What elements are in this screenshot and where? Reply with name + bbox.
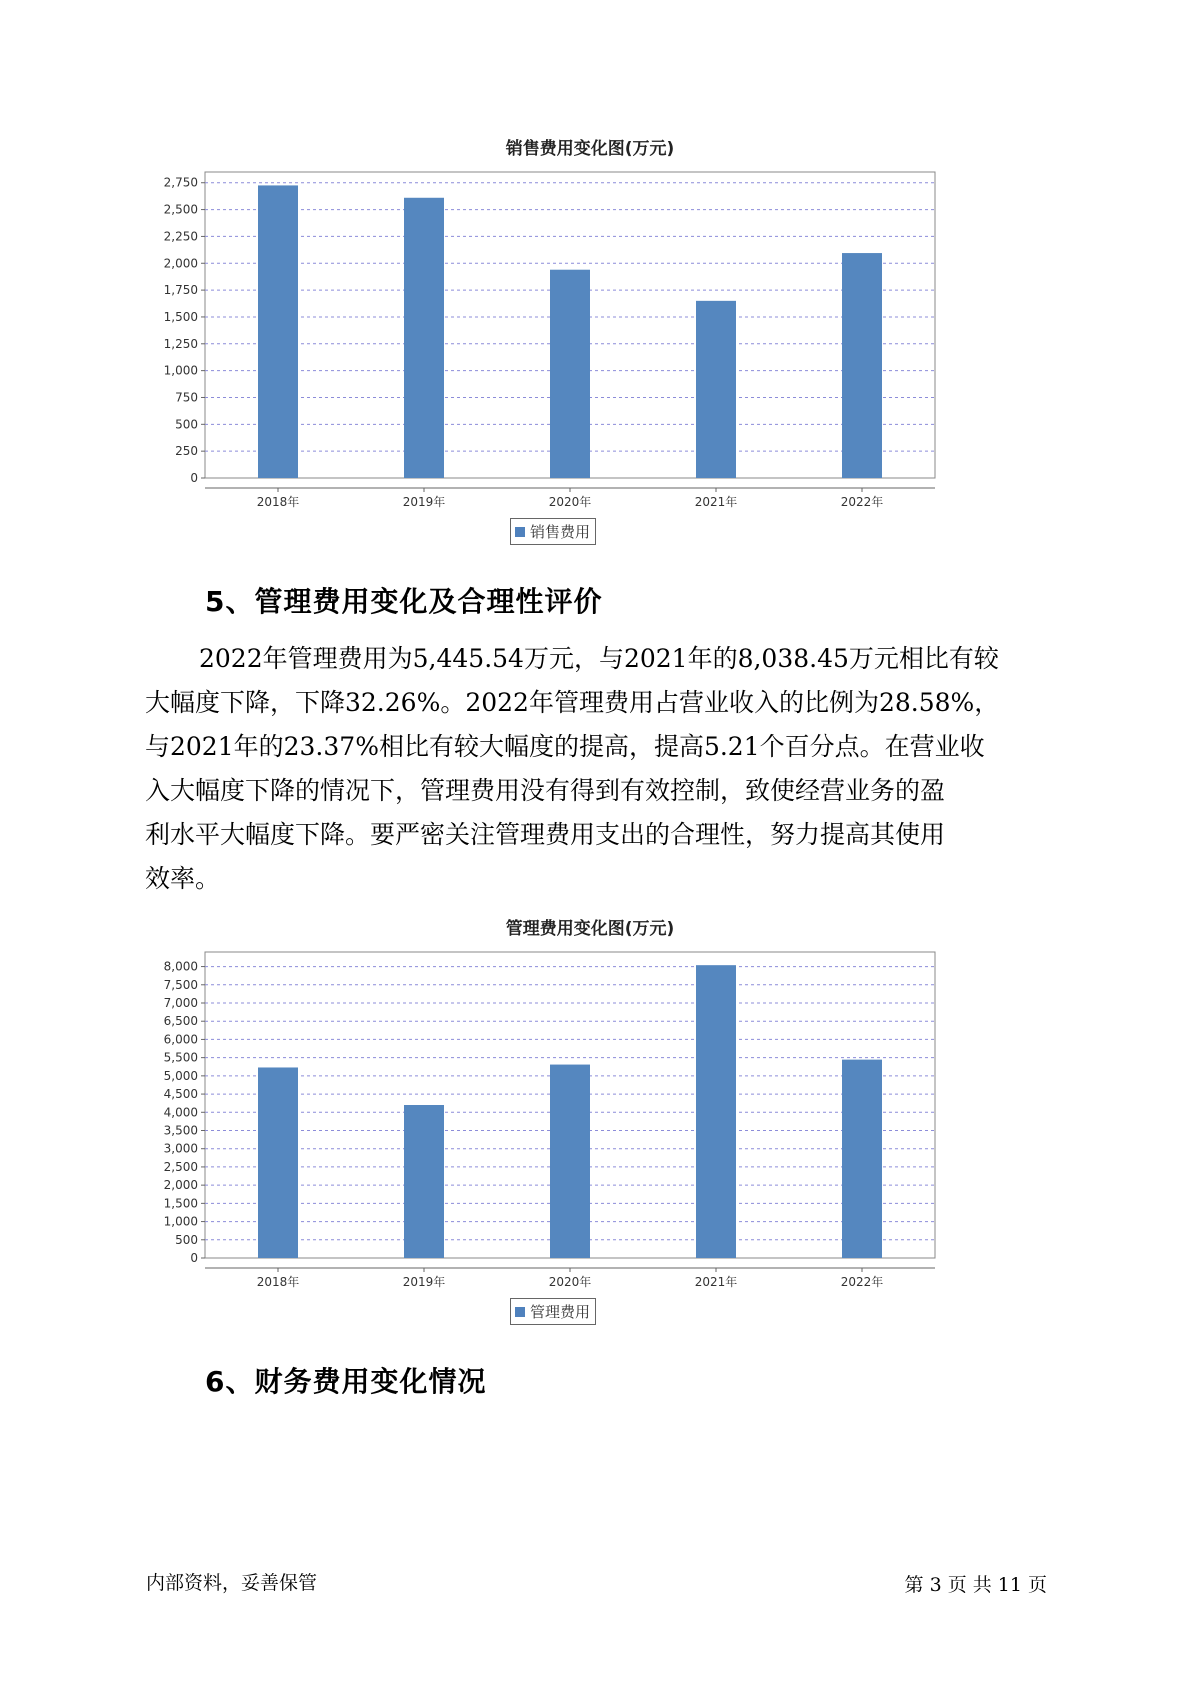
bar [258, 1067, 298, 1258]
bar [404, 198, 444, 478]
footer-page-number: 第 3 页 共 11 页 [904, 1574, 1047, 1596]
bar [550, 1065, 590, 1258]
y-tick-label: 2,000 [163, 1178, 198, 1193]
y-tick-label: 1,000 [163, 1214, 198, 1229]
y-tick-label: 1,250 [163, 336, 198, 351]
legend-label: 销售费用 [530, 523, 591, 541]
admin-expense-chart-svg [160, 946, 1020, 1326]
sales-expense-chart [160, 130, 1020, 550]
x-tick-label: 2019年 [402, 1275, 446, 1289]
para-line: 入大幅度下降的情况下，管理费用没有得到有效控制，致使经营业务的盈 [145, 776, 946, 805]
para-line: 与2021年的23.37%相比有较大幅度的提高，提高5.21个百分点。在营业收 [145, 732, 985, 761]
x-tick-label: 2022年 [840, 495, 884, 509]
y-tick-label: 750 [175, 390, 198, 405]
y-tick-label: 6,000 [163, 1032, 198, 1047]
bar [842, 1060, 882, 1258]
legend-swatch [515, 527, 525, 537]
x-tick-label: 2021年 [694, 1275, 738, 1289]
y-tick-label: 2,250 [163, 229, 198, 244]
legend-label: 管理费用 [530, 1303, 591, 1321]
section-heading: 6、财务费用变化情况 [205, 1365, 487, 1398]
y-tick-label: 3,500 [163, 1123, 198, 1138]
bar [550, 270, 590, 478]
y-tick-label: 1,000 [163, 363, 198, 378]
footer-confidential-note: 内部资料，妥善保管 [146, 1572, 318, 1594]
bar [404, 1105, 444, 1258]
y-tick-label: 1,750 [163, 283, 198, 298]
x-tick-label: 2022年 [840, 1275, 884, 1289]
x-tick-label: 2020年 [548, 1275, 592, 1289]
legend-swatch [515, 1307, 525, 1317]
x-tick-label: 2019年 [402, 495, 446, 509]
chart-legend [510, 518, 596, 545]
x-tick-label: 2020年 [548, 495, 592, 509]
x-tick-label: 2021年 [694, 495, 738, 509]
y-tick-label: 7,000 [163, 996, 198, 1010]
y-tick-label: 1,500 [163, 1196, 198, 1211]
section-paragraph [145, 637, 1045, 901]
y-tick-label: 0 [190, 471, 198, 485]
bar [842, 253, 882, 478]
y-tick-label: 4,000 [163, 1105, 198, 1120]
y-tick-label: 3,000 [163, 1141, 198, 1156]
y-tick-label: 0 [190, 1251, 198, 1265]
y-tick-label: 6,500 [163, 1014, 198, 1029]
x-tick-label: 2018年 [256, 495, 300, 509]
y-tick-label: 7,500 [163, 977, 198, 992]
x-tick-label: 2018年 [256, 1275, 300, 1289]
para-line: 大幅度下降，下降32.26%。2022年管理费用占营业收入的比例为28.58%， [145, 688, 1000, 717]
chart-title: 管理费用变化图(万元) [505, 919, 675, 939]
y-tick-label: 5,500 [163, 1050, 198, 1065]
bar [258, 185, 298, 478]
y-tick-label: 2,750 [163, 175, 198, 190]
y-tick-label: 1,500 [163, 309, 198, 324]
para-line: 利水平大幅度下降。要严密关注管理费用支出的合理性，努力提高其使用 [145, 820, 946, 849]
y-tick-label: 2,500 [163, 202, 198, 217]
y-tick-label: 2,500 [163, 1159, 198, 1174]
y-tick-label: 500 [175, 1232, 198, 1247]
para-line: 效率。 [145, 864, 221, 893]
y-tick-label: 500 [175, 417, 198, 432]
y-tick-label: 250 [175, 444, 198, 459]
y-tick-label: 5,000 [163, 1068, 198, 1083]
para-line: 2022年管理费用为5,445.54万元，与2021年的8,038.45万元相比有较 [199, 644, 999, 673]
sales-expense-chart-svg [160, 166, 1020, 546]
y-tick-label: 8,000 [163, 959, 198, 974]
admin-expense-chart [160, 910, 1020, 1330]
y-tick-label: 2,000 [163, 256, 198, 271]
bar [696, 301, 736, 478]
chart-legend [510, 1298, 596, 1325]
section-heading: 5、管理费用变化及合理性评价 [205, 585, 603, 618]
y-tick-label: 4,500 [163, 1087, 198, 1102]
bar [696, 965, 736, 1258]
chart-title: 销售费用变化图(万元) [505, 139, 675, 159]
